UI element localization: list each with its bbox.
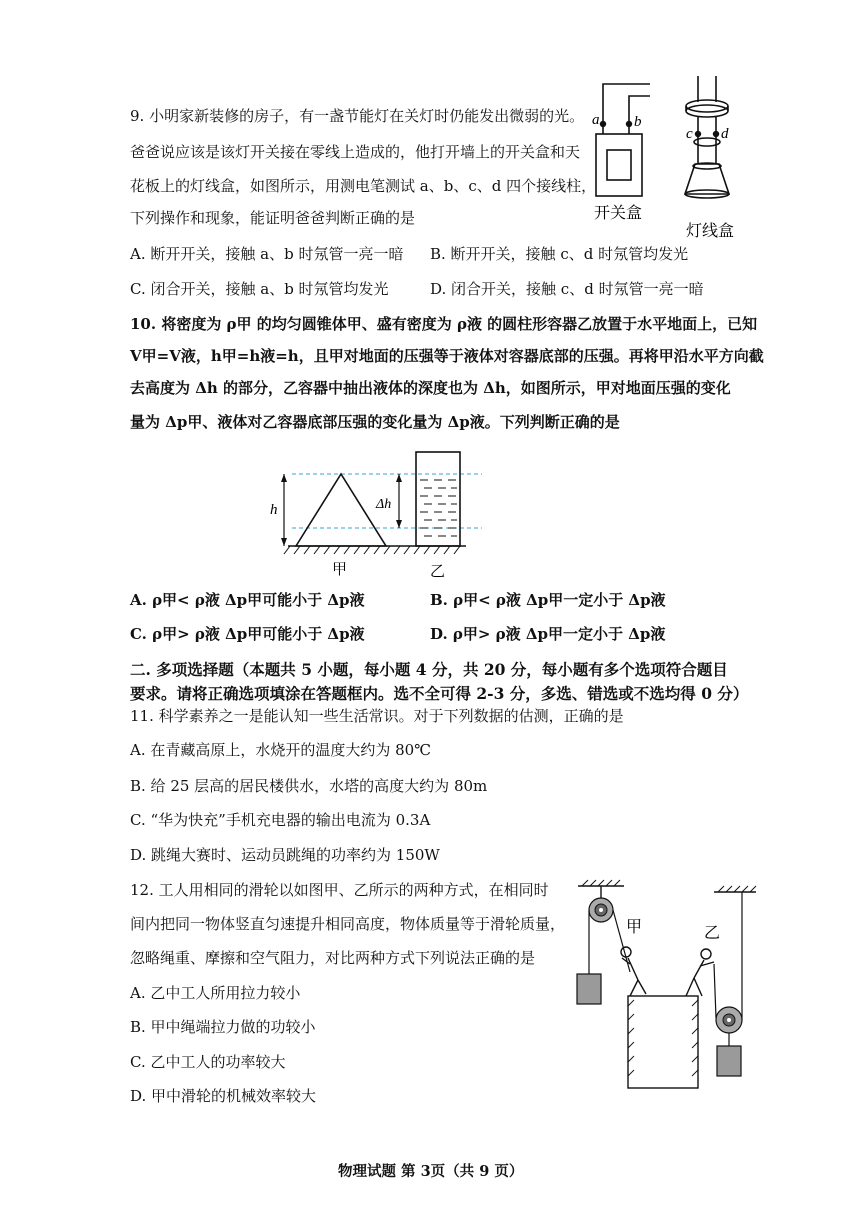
q11-stem: 11. 科学素养之一是能认知一些生活常识。对于下列数据的估测，正确的是 (130, 707, 624, 725)
q11-option-a: A. 在青藏高原上，水烧开的温度大约为 80℃ (130, 741, 432, 759)
cone-jia (296, 474, 386, 546)
q12-option-b: B. 甲中绳端拉力做的功较小 (130, 1018, 316, 1036)
q10-option-d: D. ρ甲> ρ液 Δp甲一定小于 Δp液 (430, 625, 666, 643)
q9-option-b: B. 断开开关，接触 c、d 时氖管均发光 (430, 245, 689, 263)
figure-jia-label: 甲 (626, 917, 643, 936)
switch-box-label: 开关盒 (594, 203, 643, 222)
weight-yi (717, 1046, 741, 1076)
container-yi (416, 452, 460, 546)
q12-pulley-figure (574, 880, 760, 1090)
terminal-b-label: b (634, 114, 642, 130)
terminal-a-label: a (592, 112, 600, 128)
movable-pulley-yi (716, 1007, 742, 1033)
q9-line-3: 花板上的灯线盒，如图所示，用测电笔测试 a、b、c、d 四个接线柱， (130, 177, 597, 195)
q9-option-d: D. 闭合开关，接触 c、d 时氖管一亮一暗 (430, 280, 704, 298)
lamp-box-label: 灯线盒 (686, 221, 735, 240)
q11-option-b: B. 给 25 层高的居民楼供水，水塔的高度大约为 80m (130, 777, 488, 795)
section-2-heading-line-1: 二. 多项选择题（本题共 5 小题，每小题 4 分，共 20 分，每小题有多个选项符合题目 (130, 660, 728, 679)
q9-line-1: 9. 小明家新装修的房子，有一盏节能灯在关灯时仍能发出微弱的光。 (130, 107, 585, 125)
q10-line-3: 去高度为 Δh 的部分，乙容器中抽出液体的深度也为 Δh，如图所示，甲对地面压强的变化 (130, 379, 731, 397)
terminal-c-label: c (686, 126, 693, 142)
q12-line-2: 间内把同一物体竖直匀速提升相同高度，物体质量等于滑轮质量， (130, 915, 566, 933)
q10-line-4: 量为 Δp甲、液体对乙容器底部压强的变化量为 Δp液。下列判断正确的是 (130, 413, 620, 431)
weight-jia (577, 974, 601, 1004)
q10-option-b: B. ρ甲< ρ液 Δp甲一定小于 Δp液 (430, 591, 666, 609)
worker-yi (686, 949, 714, 996)
q9-line-2: 爸爸说应该是该灯开关接在零线上造成的，他打开墙上的开关盒和天 (130, 143, 581, 161)
height-h-label: h (270, 502, 278, 518)
q10-option-c: C. ρ甲> ρ液 Δp甲可能小于 Δp液 (130, 625, 365, 643)
q12-option-d: D. 甲中滑轮的机械效率较大 (130, 1087, 317, 1105)
q11-option-d: D. 跳绳大赛时、运动员跳绳的功率约为 150W (130, 846, 440, 864)
q12-option-c: C. 乙中工人的功率较大 (130, 1053, 286, 1071)
q9-option-c: C. 闭合开关，接触 a、b 时氖管均发光 (130, 280, 389, 298)
q9-line-4: 下列操作和现象，能证明爸爸判断正确的是 (130, 209, 416, 227)
fixed-pulley-jia (589, 886, 613, 922)
q12-line-3: 忽略绳重、摩擦和空气阻力，对比两种方式下列说法正确的是 (130, 949, 536, 967)
yi-label: 乙 (430, 562, 446, 580)
q12-option-a: A. 乙中工人所用拉力较小 (130, 984, 301, 1002)
section-2-heading-line-2: 要求。请将正确选项填涂在答题框内。选不全可得 2-3 分，多选、错选或不选均得 0 分） (130, 684, 749, 703)
switch-box (596, 84, 650, 196)
page-footer: 物理试题 第 3页（共 9 页） (338, 1163, 524, 1180)
q10-line-2: V甲=V液，h甲=h液=h，且甲对地面的压强等于液体对容器底部的压强。再将甲沿水平方向截 (130, 347, 764, 365)
figure-yi-label: 乙 (704, 923, 721, 942)
q9-circuit-figure (590, 74, 750, 244)
terminal-d-label: d (721, 126, 729, 142)
q10-line-1: 10. 将密度为 ρ甲 的均匀圆锥体甲、盛有密度为 ρ液 的圆柱形容器乙放置于水平地面上，已知 (130, 315, 758, 333)
delta-h-label: Δh (376, 497, 392, 512)
q9-option-a: A. 断开开关，接触 a、b 时氖管一亮一暗 (130, 245, 404, 263)
q11-option-c: C. “华为快充”手机充电器的输出电流为 0.3A (130, 811, 431, 829)
jia-label: 甲 (332, 560, 348, 578)
q12-line-1: 12. 工人用相同的滑轮以如图甲、乙所示的两种方式，在相同时 (130, 881, 549, 899)
platform (628, 996, 698, 1088)
q10-option-a: A. ρ甲< ρ液 Δp甲可能小于 Δp液 (130, 591, 365, 609)
q10-cone-container-figure (266, 448, 496, 580)
